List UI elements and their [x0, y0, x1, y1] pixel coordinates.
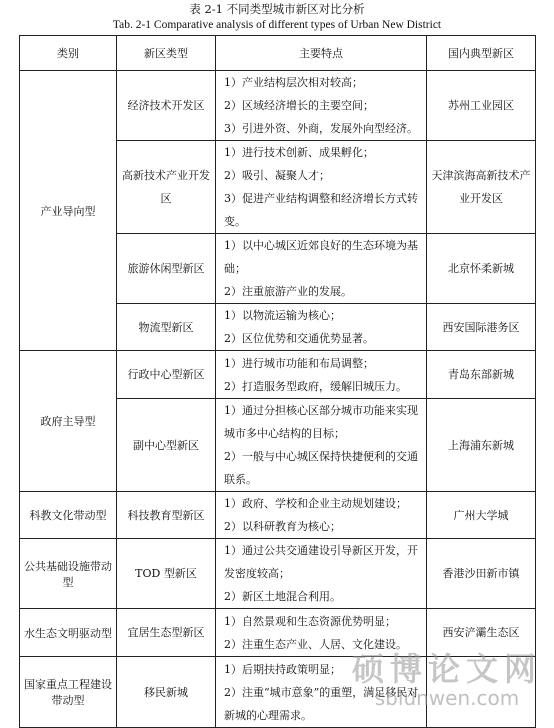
feature-item: 2）吸引、凝聚人才； [224, 169, 330, 182]
district-type-cell: 移民新城 [117, 657, 216, 728]
feature-item: 3）促进产业结构调整和经济增长方式转变。 [224, 192, 418, 228]
category-cell [20, 657, 117, 728]
feature-item: 2）打造服务型政府，缓解旧城压力。 [224, 379, 407, 393]
table-row [20, 609, 536, 657]
category-label: 产业导向型 [40, 204, 96, 218]
feature-item: 2）注重旅游产业的发展。 [224, 285, 352, 298]
typical-example-cell: 苏州工业园区 [427, 71, 536, 141]
category-cell [20, 609, 117, 657]
typical-example-cell [427, 657, 536, 728]
features-cell [216, 539, 427, 609]
feature-item: 2）注重生态产业、人居、文化建设。 [224, 637, 407, 651]
features-cell [216, 234, 427, 304]
watermark-text: 硕博论文网 [351, 650, 542, 688]
typical-example-cell: 西安国际港务区 [427, 304, 536, 351]
feature-item: 1）以物流运输为核心； [224, 309, 341, 322]
category-label: 国家重点工程建设带动型 [24, 678, 112, 707]
district-type-cell: TOD 型新区 [117, 539, 216, 609]
feature-item: 1）以中心城区近郊良好的生态环境为基础； [224, 239, 418, 275]
table-caption-chinese: 表 2-1 不同类型城市新区对比分析 [189, 2, 365, 16]
feature-item: 1）通过公共交通建设引导新区开发，开发密度较高； [224, 544, 418, 580]
typical-example-cell: 西安浐灞生态区 [427, 609, 536, 657]
typical-example-cell: 广州大学城 [427, 492, 536, 539]
feature-item: 1）通过分担核心区部分城市功能来实现城市多中心结构的目标； [224, 404, 418, 440]
table-row [20, 657, 536, 728]
table-row [20, 71, 536, 141]
table-row [20, 351, 536, 399]
table-header-row [20, 36, 536, 71]
feature-item: 1）进行城市功能和布局调整； [224, 356, 374, 370]
feature-item: 1）进行技术创新、成果孵化； [224, 146, 374, 159]
table-body [20, 71, 536, 728]
features-cell [216, 141, 427, 234]
category-label: 科教文化带动型 [29, 509, 107, 522]
comparison-table [19, 35, 536, 728]
feature-item: 2）以科研教育为核心； [224, 520, 341, 533]
typical-example-cell: 天津滨海高新技术产业开发区 [427, 141, 536, 234]
features-cell [216, 609, 427, 657]
header-typical-example: 国内典型新区 [427, 36, 536, 71]
feature-item: 1）政府、学校和企业主动规划建设； [224, 497, 407, 510]
table-row [20, 492, 536, 539]
feature-item: 2）区位优势和交通优势显著。 [224, 332, 374, 345]
category-cell [20, 492, 117, 539]
district-type-cell: 物流型新区 [117, 304, 216, 351]
features-cell [216, 399, 427, 492]
category-label: 公共基础设施带动型 [24, 559, 112, 589]
district-type-cell: 旅游休闲型新区 [117, 234, 216, 304]
typical-example-cell: 青岛东部新城 [427, 351, 536, 399]
features-cell [216, 304, 427, 351]
header-main-features: 主要特点 [216, 36, 427, 71]
category-cell [20, 539, 117, 609]
watermark-url: sblunwen.com [374, 686, 520, 710]
district-type-cell: 高新技术产业开发区 [117, 141, 216, 234]
features-cell [216, 351, 427, 399]
features-cell [216, 492, 427, 539]
district-type-cell: 经济技术开发区 [117, 71, 216, 141]
category-cell [20, 351, 117, 492]
category-label: 政府主导型 [40, 415, 96, 428]
feature-item: 1）自然景观和生态资源优势明显； [224, 614, 396, 628]
district-type-cell: 副中心型新区 [117, 399, 216, 492]
header-district-type: 新区类型 [117, 36, 216, 71]
district-type-cell: 科技教育型新区 [117, 492, 216, 539]
feature-item: 1）产业结构层次相对较高； [224, 76, 363, 89]
category-label: 水生态文明驱动型 [24, 626, 112, 640]
district-type-cell: 宜居生态型新区 [117, 609, 216, 657]
category-cell [20, 71, 117, 351]
header-category: 类别 [20, 36, 117, 71]
feature-item: 2）注重“城市意象”的重塑，满足移民对新城的心理需求。 [224, 685, 419, 722]
features-cell [216, 71, 427, 141]
typical-example-cell: 上海浦东新城 [427, 399, 536, 492]
feature-item: 2）区域经济增长的主要空间； [224, 99, 374, 112]
typical-example-cell: 香港沙田新市镇 [427, 539, 536, 609]
feature-item: 2）一般与中心城区保持快捷便利的交通联系。 [224, 450, 418, 486]
typical-example-cell: 北京怀柔新城 [427, 234, 536, 304]
feature-item: 1）后期扶持政策明显； [224, 662, 341, 676]
feature-item: 2）新区土地混合利用。 [224, 590, 341, 603]
district-type-cell: 行政中心型新区 [117, 351, 216, 399]
features-cell [216, 657, 427, 728]
table-row [20, 539, 536, 609]
table-caption-english: Tab. 2-1 Comparative analysis of different types of Urban New District [112, 19, 442, 31]
feature-item: 3）引进外资、外商，发展外向型经济。 [224, 122, 418, 135]
